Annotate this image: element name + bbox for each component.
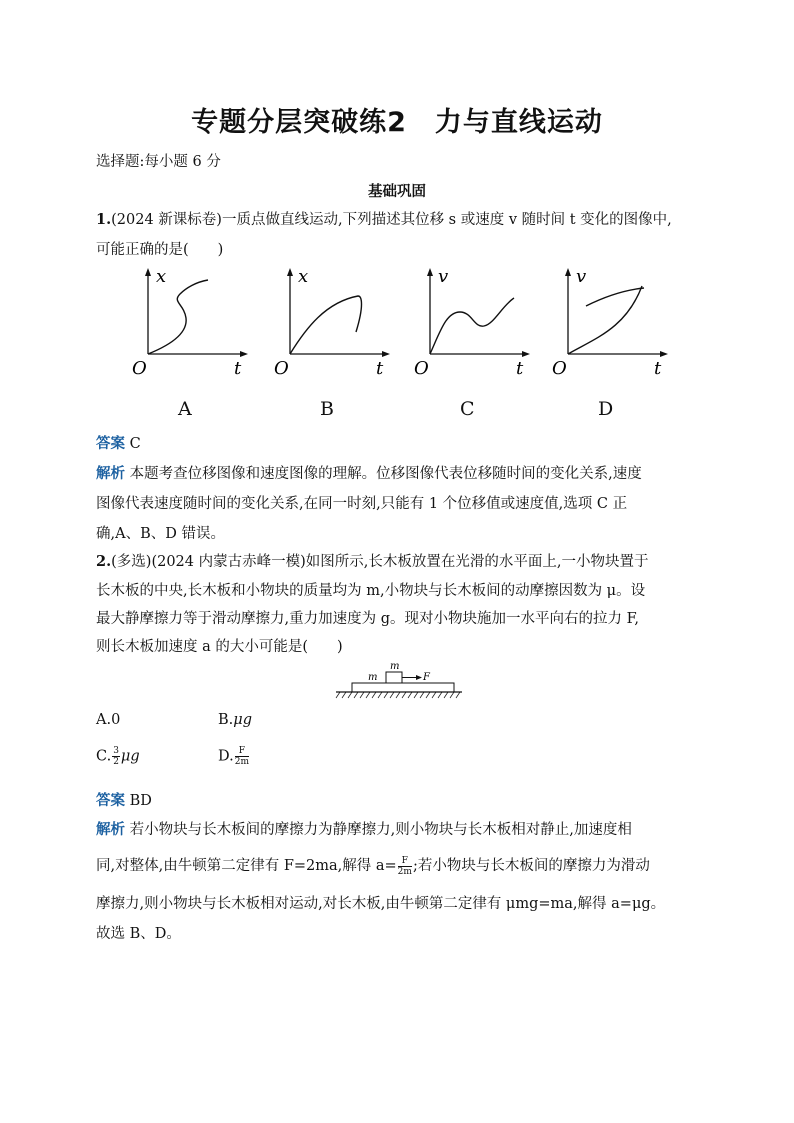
graph-c-origin: O: [414, 358, 429, 379]
board-mass-label: m: [368, 672, 378, 683]
graph-a-xlabel: t: [234, 358, 242, 379]
graph-c-ylabel: v: [438, 266, 449, 287]
graph-d-ylabel: v: [576, 266, 587, 287]
force-label: F: [423, 672, 430, 683]
block-mass-label: m: [390, 661, 400, 672]
q2-analysis-label: 解析: [96, 822, 125, 838]
q1-answer-label: 答案: [96, 436, 125, 452]
q2-option-c: [96, 746, 140, 767]
q2-analysis-line4: 故选 B、D。: [96, 926, 181, 942]
q2-stem-line3: 最大静摩擦力等于滑动摩擦力,重力加速度为 g。现对小物块施加一水平向右的拉力 F,: [96, 611, 640, 627]
long-board: [352, 683, 454, 692]
q2-stem-line2: 长木板的中央,长木板和小物块的质量均为 m,小物块与长木板间的动摩擦因数为 μ。设: [96, 583, 646, 599]
q2-analysis-line1: [96, 818, 632, 839]
q2-option-c-num: 3: [113, 746, 119, 756]
graph-b-xlabel: t: [376, 358, 384, 379]
q2-option-d-num: F: [235, 746, 249, 757]
q1-analysis-line2: 图像代表速度随时间的变化关系,在同一时刻,只能有 1 个位移值或速度值,选项 C 正: [96, 496, 628, 512]
q1-analysis-line3: 确,A、B、D 错误。: [96, 526, 225, 542]
q2-stem-line1: [96, 550, 649, 571]
q1-answer-value: C: [129, 436, 141, 452]
graph-a: [128, 266, 258, 386]
graph-c: [410, 266, 540, 386]
q2-option-c-prefix: C.: [96, 748, 112, 765]
graph-d-svg: [548, 266, 678, 386]
q2-analysis-text1: 若小物块与长木板间的摩擦力为静摩擦力,则小物块与长木板相对静止,加速度相: [129, 822, 632, 838]
q2-option-c-fraction: [112, 746, 120, 767]
graph-b-letter: B: [320, 398, 334, 420]
board-block-figure: [334, 658, 464, 702]
q2-answer: [96, 789, 152, 810]
graph-d-lower-curve: [568, 286, 642, 354]
q2-option-d-fraction: [235, 746, 249, 767]
q2-option-b: [218, 712, 252, 728]
board-block-svg: [334, 658, 464, 702]
q2-option-b-value: μg: [233, 712, 252, 728]
graph-a-ylabel: x: [156, 266, 167, 287]
page-title: 专题分层突破练2 力与直线运动: [191, 107, 603, 138]
q2-answer-value: BD: [129, 793, 152, 809]
q2-option-a: A.0: [96, 712, 121, 728]
q2-option-c-suffix: μg: [120, 748, 140, 765]
q1-number: 1.: [96, 211, 112, 228]
graph-b-origin: O: [274, 358, 289, 379]
q2-analysis-frac-den: 2m: [397, 866, 412, 877]
q2-analysis-frac-num: F: [398, 856, 412, 867]
graph-d: [548, 266, 678, 386]
q2-number: 2.: [96, 553, 112, 570]
graph-d-letter: D: [598, 398, 614, 420]
graph-b-curve: [290, 296, 362, 354]
graph-c-xlabel: t: [516, 358, 524, 379]
q1-stem-line1: [96, 208, 672, 229]
graph-d-origin: O: [552, 358, 567, 379]
graph-b: [270, 266, 400, 386]
q2-text-line1: (多选)(2024 内蒙古赤峰一模)如图所示,长木板放置在光滑的水平面上,一小物块置于: [111, 554, 649, 570]
graph-c-letter: C: [460, 398, 475, 420]
graph-a-letter: A: [178, 398, 192, 420]
q2-analysis-fraction: [398, 856, 412, 877]
graph-c-curve: [430, 298, 514, 354]
q1-answer: [96, 432, 141, 453]
q2-option-c-den: 2: [113, 757, 119, 767]
graph-a-origin: O: [132, 358, 147, 379]
q1-analysis-text1: 本题考查位移图像和速度图像的理解。位移图像代表位移随时间的变化关系,速度: [129, 466, 642, 482]
q2-option-b-prefix: B.: [218, 712, 234, 728]
q2-option-d-prefix: D.: [218, 748, 234, 765]
q2-analysis-line2: [96, 854, 650, 877]
q2-analysis-line3: 摩擦力,则小物块与长木板相对运动,对长木板,由牛顿第二定律有 μmg=ma,解得 a=μg。: [96, 896, 666, 912]
graph-d-xlabel: t: [654, 358, 662, 379]
q2-answer-label: 答案: [96, 793, 125, 809]
q2-stem-line4: 则长木板加速度 a 的大小可能是( ): [96, 639, 343, 655]
graph-b-ylabel: x: [298, 266, 309, 287]
section-heading: 基础巩固: [368, 184, 426, 200]
q1-analysis-line1: [96, 462, 642, 483]
q1-stem-line2: 可能正确的是( ): [96, 242, 224, 258]
q2-option-d: [218, 746, 250, 767]
graph-b-svg: [270, 266, 400, 386]
q1-text-line1: (2024 新课标卷)一质点做直线运动,下列描述其位移 s 或速度 v 随时间 t 变化的图像中,: [111, 212, 672, 228]
graph-c-svg: [410, 266, 540, 386]
q2-option-d-den: 2m: [234, 757, 249, 767]
q2-analysis-text2b: ;若小物块与长木板间的摩擦力为滑动: [412, 858, 650, 874]
graph-d-upper-curve: [586, 288, 644, 306]
q2-analysis-text2a: 同,对整体,由牛顿第二定律有 F=2ma,解得 a=: [96, 858, 397, 874]
page-subtitle: 选择题:每小题 6 分: [96, 154, 221, 170]
q1-analysis-label: 解析: [96, 466, 125, 482]
graph-a-svg: [128, 266, 258, 386]
small-block: [386, 672, 402, 683]
graph-a-curve: [148, 280, 208, 354]
